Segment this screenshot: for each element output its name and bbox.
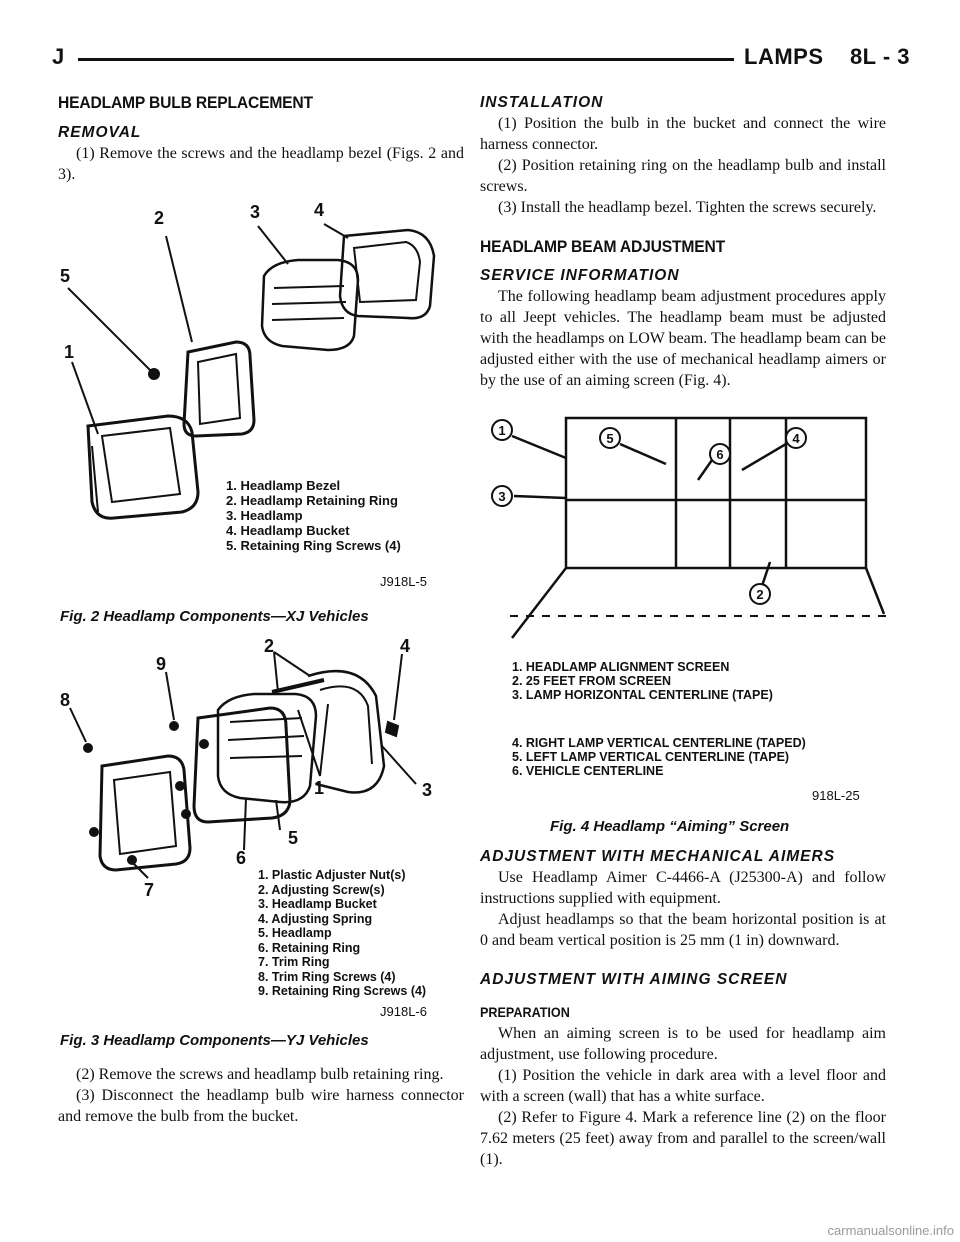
prep-step-1: (1) Position the vehicle in dark area with a level floor and with a screen (wall) that has a white surface. xyxy=(480,1067,886,1105)
fig3-callout-7: 7 xyxy=(144,880,155,900)
install-step-3: (3) Install the headlamp bezel. Tighten the screws securely. xyxy=(498,199,877,216)
fig3-legend-7: 7. Trim Ring xyxy=(258,955,330,969)
install-step-2: (2) Position retaining ring on the headlamp bulb and install screws. xyxy=(480,157,886,195)
page-header-title: LAMPS 8L - 3 xyxy=(744,44,911,69)
fig3-callout-3: 3 xyxy=(422,780,433,800)
subheading-service-information: SERVICE INFORMATION xyxy=(480,267,680,284)
fig3-callout-9: 9 xyxy=(156,654,167,674)
fig4-callout-1: 1 xyxy=(498,423,506,438)
fig3-code: J918L-6 xyxy=(380,1004,427,1019)
fig4-caption: Fig. 4 Headlamp “Aiming” Screen xyxy=(550,818,790,835)
right-column-bottom xyxy=(480,846,886,1170)
install-step-1: (1) Position the bulb in the bucket and connect the wire harness connector. xyxy=(480,115,886,153)
prep-paragraph: When an aiming screen is to be used for headlamp aim adjustment, use following procedure. xyxy=(480,1025,886,1063)
subheading-preparation: PREPARATION xyxy=(480,1004,570,1020)
fig4-callout-2: 2 xyxy=(756,587,764,602)
fig3-legend-5: 5. Headlamp xyxy=(258,926,332,940)
fig3-legend-4: 4. Adjusting Spring xyxy=(258,911,373,926)
fig4-legend-4: 4. RIGHT LAMP VERTICAL CENTERLINE (TAPED) xyxy=(512,736,806,750)
fig3-callout-1: 1 xyxy=(314,778,325,798)
fig4-illustration xyxy=(480,414,890,664)
removal-step-1: (1) Remove the screws and the headlamp bezel (Figs. 2 and 3). xyxy=(58,145,464,183)
fig4-legend-1: 1. HEADLAMP ALIGNMENT SCREEN xyxy=(512,660,730,674)
fig4-legend-3: 3. LAMP HORIZONTAL CENTERLINE (TAPE) xyxy=(512,688,773,702)
fig2-legend xyxy=(226,478,401,553)
section-heading-beam-adjustment: HEADLAMP BEAM ADJUSTMENT xyxy=(480,237,725,256)
figure-4 xyxy=(480,414,890,844)
fig3-legend xyxy=(258,868,426,999)
fig3-legend-9: 9. Retaining Ring Screws (4) xyxy=(258,984,427,998)
fig2-code: J918L-5 xyxy=(380,574,427,589)
fig2-illustration xyxy=(58,196,458,628)
fig2-caption: Fig. 2 Headlamp Components—XJ Vehicles xyxy=(60,608,369,625)
fig3-legend-6: 6. Retaining Ring xyxy=(258,940,361,955)
fig3-callout-6: 6 xyxy=(236,848,247,868)
fig4-callout-4: 4 xyxy=(792,431,800,446)
fig3-callout-8: 8 xyxy=(60,690,71,710)
fig2-callout-3: 3 xyxy=(250,202,261,222)
watermark: carmanualsonline.info xyxy=(827,1223,954,1238)
fig3-legend-8: 8. Trim Ring Screws (4) xyxy=(258,969,396,984)
right-column-top xyxy=(480,92,886,391)
left-column-top xyxy=(58,92,464,185)
fig4-legend-a xyxy=(512,660,773,702)
fig4-legend-2: 2. 25 FEET FROM SCREEN xyxy=(512,674,672,688)
figure-2 xyxy=(58,196,458,628)
prep-step-2: (2) Refer to Figure 4. Mark a reference line (2) on the floor 7.62 meters (25 feet) away from and parallel to the screen/wall (1). xyxy=(480,1109,886,1168)
fig3-caption: Fig. 3 Headlamp Components—YJ Vehicles xyxy=(60,1032,369,1049)
fig2-callout-1: 1 xyxy=(64,342,75,362)
fig2-legend-4: 4. Headlamp Bucket xyxy=(226,523,350,538)
fig4-legend-b xyxy=(512,736,806,778)
mech-paragraph-2: Adjust headlamps so that the beam horizontal position is at 0 and beam vertical position is 25 mm (1 in) downward. xyxy=(480,911,886,949)
subheading-mechanical-aimers: ADJUSTMENT WITH MECHANICAL AIMERS xyxy=(480,848,836,865)
fig4-callout-5: 5 xyxy=(606,431,614,446)
figure-3 xyxy=(58,636,458,1056)
fig3-callout-4: 4 xyxy=(400,636,411,656)
fig2-legend-5: 5. Retaining Ring Screws (4) xyxy=(226,538,401,553)
fig4-code: 918L-25 xyxy=(812,788,860,803)
fig2-callout-4: 4 xyxy=(314,200,325,220)
fig3-callout-2: 2 xyxy=(264,636,275,656)
header-rule xyxy=(78,58,734,61)
fig4-legend-6: 6. VEHICLE CENTERLINE xyxy=(512,764,664,778)
removal-step-2: (2) Remove the screws and headlamp bulb retaining ring. xyxy=(76,1066,444,1083)
removal-step-3: (3) Disconnect the headlamp bulb wire harness connector and remove the bulb from the bucket. xyxy=(58,1087,464,1125)
fig3-legend-3: 3. Headlamp Bucket xyxy=(258,897,377,911)
fig2-legend-1: 1. Headlamp Bezel xyxy=(226,478,341,493)
subheading-aiming-screen: ADJUSTMENT WITH AIMING SCREEN xyxy=(480,971,788,988)
subheading-installation: INSTALLATION xyxy=(480,94,604,111)
subheading-removal: REMOVAL xyxy=(58,124,142,141)
fig2-callout-2: 2 xyxy=(154,208,165,228)
mech-paragraph-1: Use Headlamp Aimer C-4466-A (J25300-A) and follow instructions supplied with equipment. xyxy=(480,869,886,907)
fig3-callout-5: 5 xyxy=(288,828,299,848)
fig2-legend-2: 2. Headlamp Retaining Ring xyxy=(226,493,398,508)
fig3-legend-2: 2. Adjusting Screw(s) xyxy=(258,882,385,897)
section-heading-bulb-replacement: HEADLAMP BULB REPLACEMENT xyxy=(58,93,313,112)
fig2-callout-5: 5 xyxy=(60,266,71,286)
left-column-bottom xyxy=(58,1064,464,1127)
service-info-paragraph: The following headlamp beam adjustment procedures apply to all Jeept vehicles. The headlamp beam must be adjusted with the headlamps on LOW beam. The headlamp beam can be adjusted either with the use of mechanical headlamp aimers or by the use of an aiming screen (Fig. 4). xyxy=(480,288,886,389)
fig2-legend-3: 3. Headlamp xyxy=(226,508,303,523)
page-header-letter: J xyxy=(52,44,65,69)
fig4-callout-3: 3 xyxy=(498,489,506,504)
fig3-legend-1: 1. Plastic Adjuster Nut(s) xyxy=(258,868,406,882)
fig4-legend-5: 5. LEFT LAMP VERTICAL CENTERLINE (TAPE) xyxy=(512,750,790,764)
fig4-callout-6: 6 xyxy=(716,447,724,462)
